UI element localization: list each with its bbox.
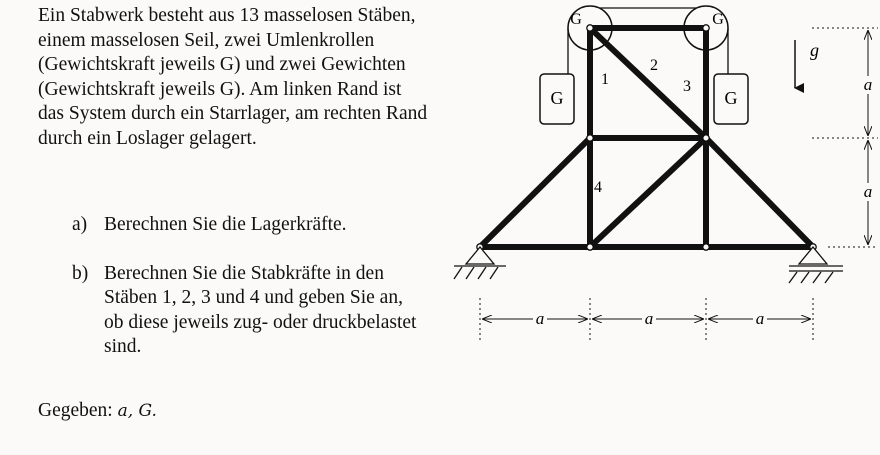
fixed-support xyxy=(454,247,506,279)
bar-right-diagonal xyxy=(706,138,813,247)
pulley-right-label: G xyxy=(712,11,724,28)
bar-3-label: 3 xyxy=(683,78,691,95)
height-label-lower: a xyxy=(863,182,873,201)
given-prefix: Gegeben: xyxy=(38,400,118,421)
width-label-1: a xyxy=(535,309,545,328)
joint xyxy=(587,135,593,141)
truss-bars xyxy=(480,28,813,247)
weight-left xyxy=(540,74,574,124)
bar-4-label: 4 xyxy=(594,179,602,196)
task-a-label: a) xyxy=(72,214,88,235)
joint xyxy=(703,25,709,31)
joint xyxy=(587,25,593,31)
weight-right xyxy=(714,74,748,124)
intro-text: Ein Stabwerk besteht aus 13 masselosen Stäben, einem masselosen Seil, zwei Umlenkrollen (Gewichtskraft jeweils G) und zwei Gewichten (Gewichtskraft jeweils G). Am linken Rand ist das System durch ein Starrlager, am rechten Rand durch ein Loslager gelagert. xyxy=(38,5,428,149)
given-vars: a, G. xyxy=(117,401,157,421)
task-b-label: b) xyxy=(72,262,89,284)
weight-right-label: G xyxy=(724,88,738,108)
bar-lower-diagonal xyxy=(590,138,706,247)
joint xyxy=(703,244,709,250)
width-label-2: a xyxy=(644,309,654,328)
joint xyxy=(587,244,593,250)
gravity-indicator xyxy=(795,40,819,88)
bar-1-label: 1 xyxy=(601,71,609,88)
joint xyxy=(703,135,709,141)
weight-left-label: G xyxy=(550,88,564,108)
bar-left-diagonal xyxy=(480,138,590,247)
bar-2-label: 2 xyxy=(650,57,658,74)
task-b-text: Berechnen Sie die Stabkräfte in den Stäben 1, 2, 3 und 4 und geben Sie an, ob diese jeweils zug- oder druckbelastet sind. xyxy=(104,262,417,358)
width-label-3: a xyxy=(755,309,765,328)
pulley-left-label: G xyxy=(570,11,582,28)
height-dimensions xyxy=(812,28,878,247)
roller-support xyxy=(789,247,843,283)
gravity-label: g xyxy=(810,40,819,60)
height-label-upper: a xyxy=(863,75,873,94)
task-a-text: Berechnen Sie die Lagerkräfte. xyxy=(104,214,347,235)
